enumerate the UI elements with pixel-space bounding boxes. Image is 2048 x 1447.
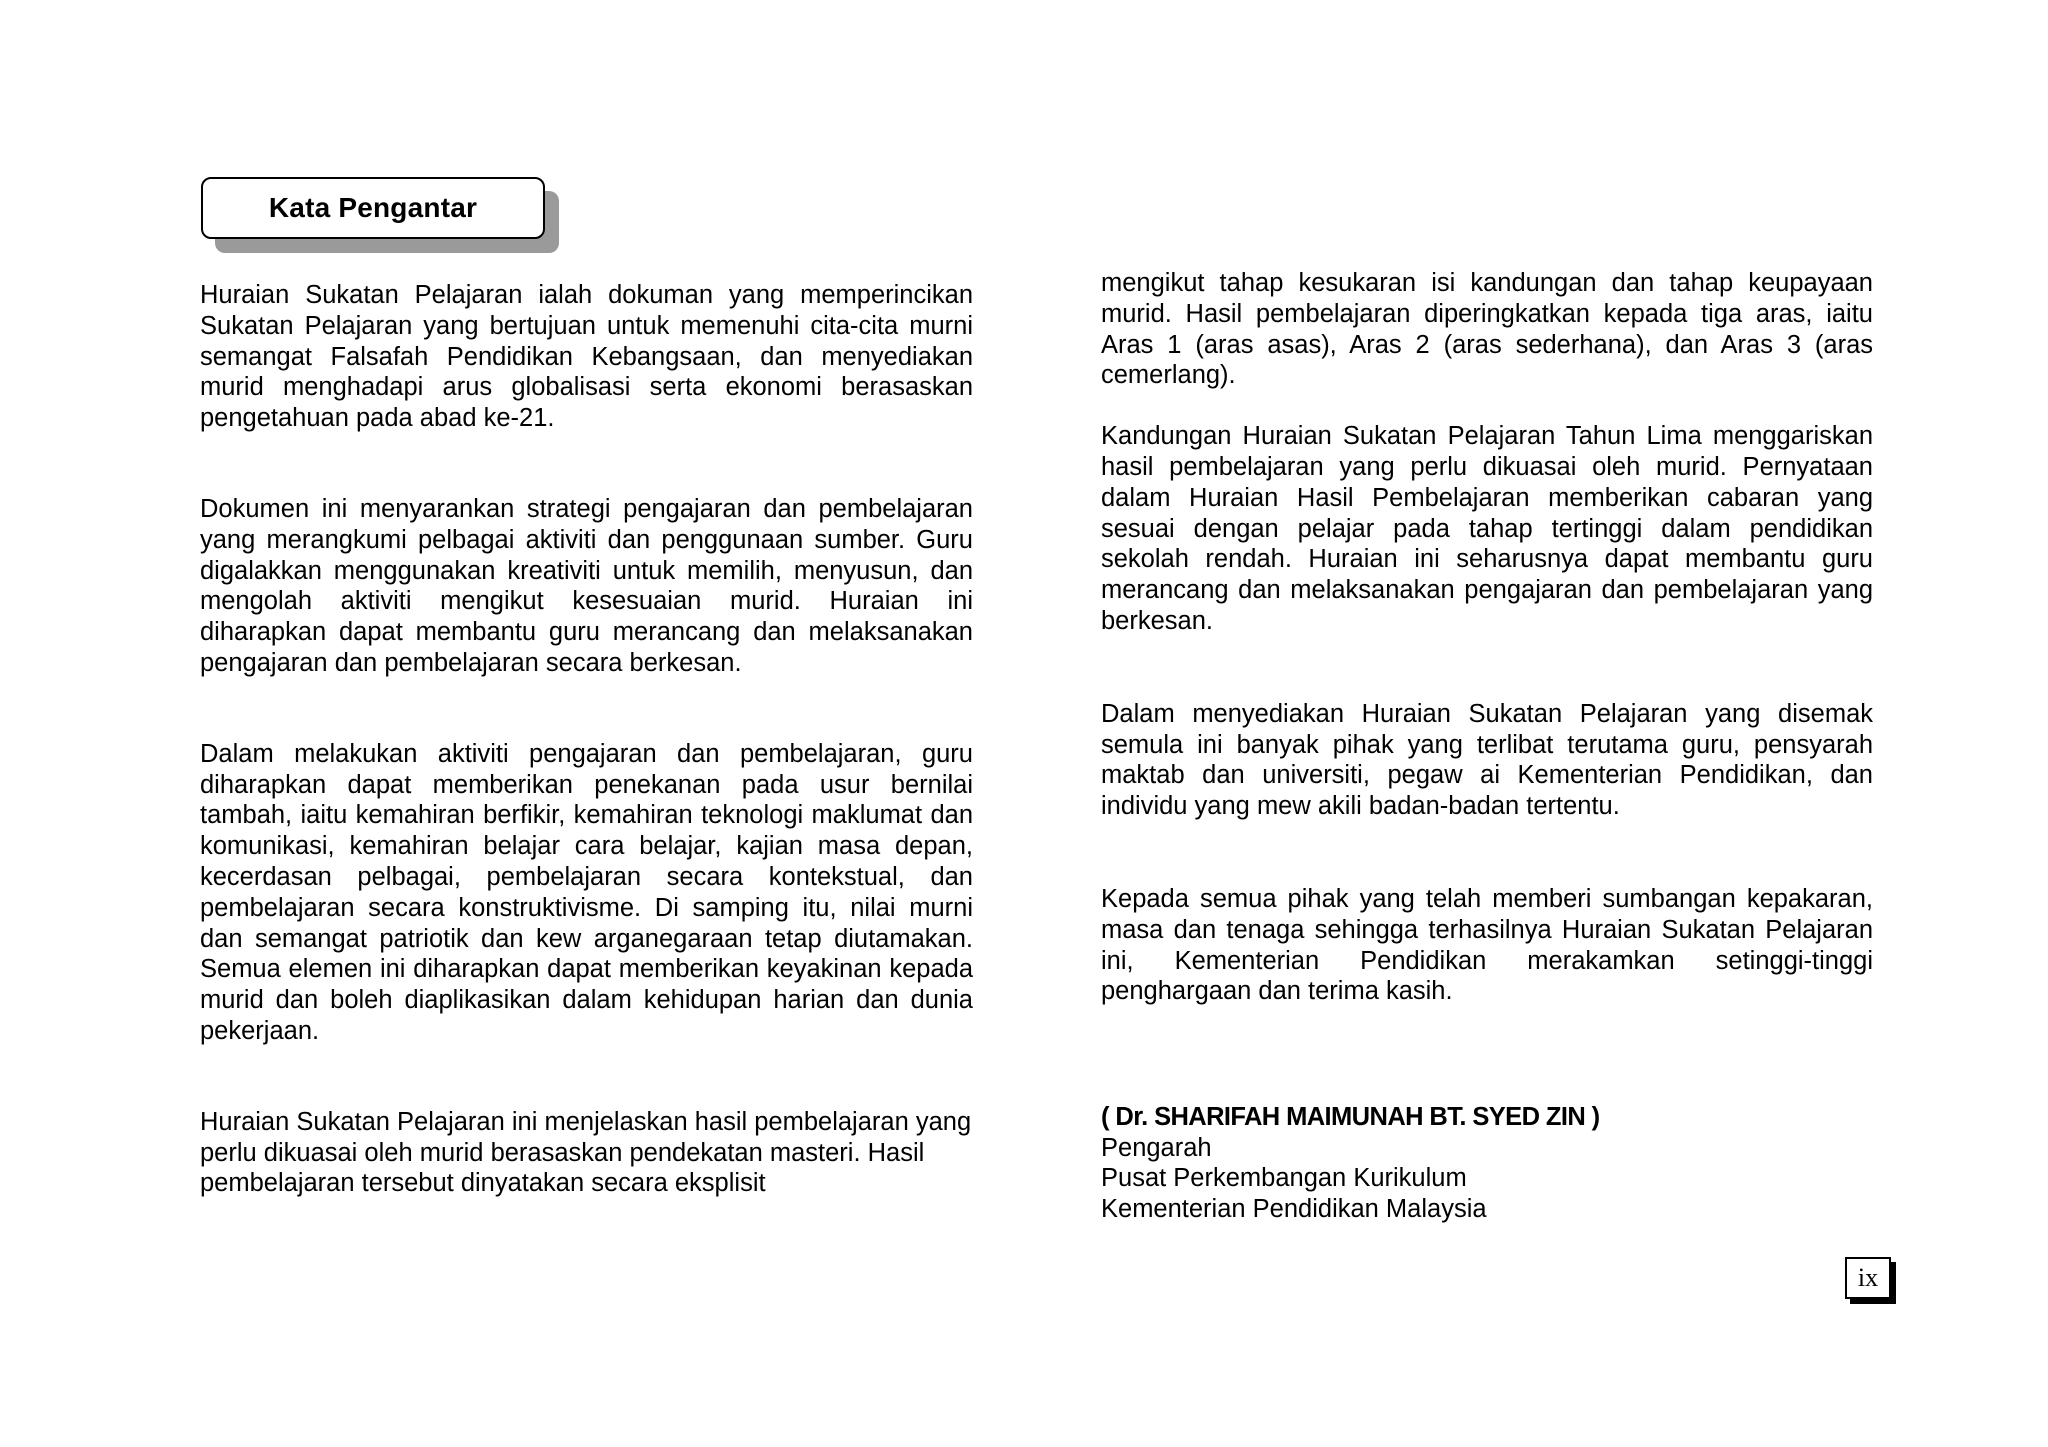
paragraph: Dokumen ini menyarankan strategi pengajaran dan pembelajaran yang merangkumi pelbagai aktiviti dan penggunaan sumber. Guru digalakkan menggunakan kreativiti untuk memilih, menyusun, dan mengolah aktiviti mengikut kesesuaian murid. Huraian ini diharapkan dapat membantu guru merancang dan melaksanakan pengajaran dan pembelajaran secara berkesan. bbox=[200, 494, 973, 677]
page-heading: Kata Pengantar bbox=[268, 192, 478, 223]
heading-box-face bbox=[201, 177, 545, 239]
right-column bbox=[1101, 268, 1873, 1007]
paragraph: Dalam menyediakan Huraian Sukatan Pelajaran yang disemak semula ini banyak pihak yang terlibat terutama guru, pensyarah maktab dan universiti, pegaw ai Kementerian Pendidikan, dan individu yang mew akili badan-badan tertentu. bbox=[1101, 699, 1873, 821]
paragraph: Huraian Sukatan Pelajaran ini menjelaskan hasil pembelajaran yang perlu dikuasai oleh murid berasaskan pendekatan masteri. Hasil pembelajaran tersebut dinyatakan secara eksplisit bbox=[200, 1107, 972, 1198]
paragraph: Kandungan Huraian Sukatan Pelajaran Tahun Lima menggariskan hasil pembelajaran yang perlu dikuasai oleh murid. Pernyataan dalam Huraian Hasil Pembelajaran memberikan cabaran yang sesuai dengan pelajar pada tahap tertinggi dalam pendidikan sekolah rendah. Huraian ini seharusnya dapat membantu guru merancang dan melaksanakan pengajaran dan pembelajaran yang berkesan. bbox=[1101, 422, 1873, 635]
paragraph: mengikut tahap kesukaran isi kandungan dan tahap keupayaan murid. Hasil pembelajaran diperingkatkan kepada tiga aras, iaitu Aras 1 (aras asas), Aras 2 (aras sederhana), dan Aras 3 (aras cemerlang). bbox=[1101, 269, 1873, 390]
paragraph: Dalam melakukan aktiviti pengajaran dan pembelajaran, guru diharapkan dapat memberikan penekanan pada usur bernilai tambah, iaitu kemahiran berfikir, kemahiran teknologi maklumat dan komunikasi, kemahiran belajar cara belajar, kajian masa depan, kecerdasan pelbagai, pembelajaran secara kontekstual, dan pembelajaran secara konstruktivisme. Di samping itu, nilai murni dan semangat patriotik dan kew arganegaraan tetap diutamakan. Semua elemen ini diharapkan dapat memberikan keyakinan kepada murid dan boleh diaplikasikan dalam kehidupan harian dan dunia pekerjaan. bbox=[200, 739, 973, 1045]
paragraph: Kepada semua pihak yang telah memberi sumbangan kepakaran, masa dan tenaga sehingga terhasilnya Huraian Sukatan Pelajaran ini, Kementerian Pendidikan merakamkan setinggi-tinggi penghargaan dan terima kasih. bbox=[1101, 884, 1873, 1006]
page-number: ix bbox=[1845, 1257, 1891, 1299]
signatory-title: Pengarah bbox=[1101, 1133, 1212, 1162]
signature-block bbox=[1101, 1102, 1600, 1224]
paragraph: Huraian Sukatan Pelajaran ialah dokuman yang memperincikan Sukatan Pelajaran yang bertujuan untuk memenuhi cita-cita murni semangat Falsafah Pendidikan Kebangsaan, dan menyediakan murid menghadapi arus globalisasi serta ekonomi berasaskan pengetahuan pada abad ke-21. bbox=[200, 281, 973, 433]
left-column bbox=[200, 280, 973, 1199]
page-number-box bbox=[1845, 1257, 1891, 1299]
signatory-department: Pusat Perkembangan Kurikulum bbox=[1101, 1164, 1467, 1192]
signatory-name: ( Dr. SHARIFAH MAIMUNAH BT. SYED ZIN ) bbox=[1101, 1103, 1600, 1131]
heading-box bbox=[201, 177, 545, 239]
signatory-ministry: Kementerian Pendidikan Malaysia bbox=[1101, 1194, 1487, 1223]
